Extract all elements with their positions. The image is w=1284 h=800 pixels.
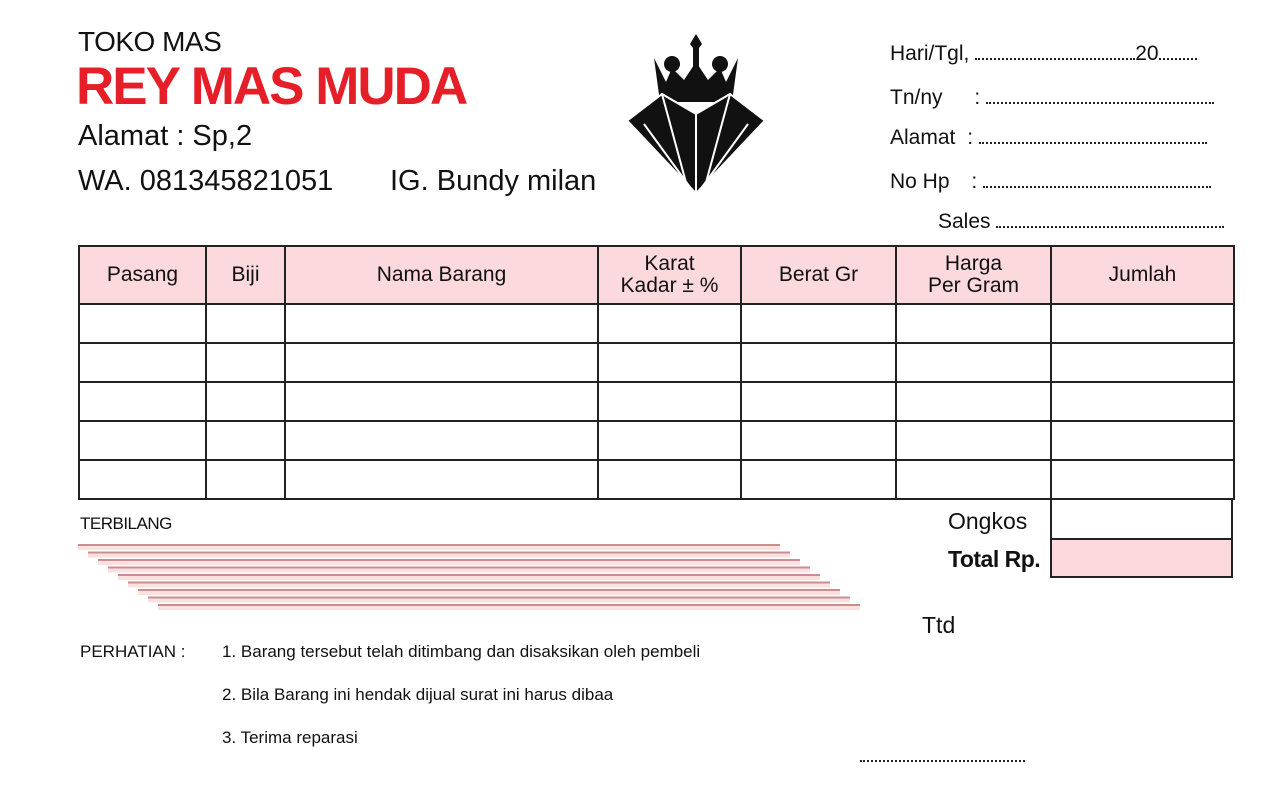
col-karat (598, 246, 741, 304)
total-label: Total Rp. (948, 546, 1041, 572)
table-cell[interactable] (1051, 382, 1234, 421)
table-cell[interactable] (598, 343, 741, 382)
crown-diamond-logo-icon (626, 32, 766, 196)
table-row (79, 382, 1234, 421)
address-field[interactable] (890, 126, 1207, 150)
note-item: 3. Terima reparasi (222, 728, 358, 747)
col-harga-line2: Per Gram (927, 274, 1019, 297)
total-input[interactable] (1050, 538, 1233, 578)
col-harga-line1: Harga (944, 252, 1003, 275)
colon: : (967, 126, 974, 149)
table-cell[interactable] (741, 343, 896, 382)
table-cell[interactable] (79, 421, 206, 460)
table-cell[interactable] (206, 460, 285, 499)
terbilang-label: TERBILANG (80, 514, 172, 533)
table-cell[interactable] (285, 304, 598, 343)
table-row (79, 421, 1234, 460)
table-cell[interactable] (741, 460, 896, 499)
col-karat-line2: Kadar ± % (620, 274, 719, 297)
table-cell[interactable] (1051, 343, 1234, 382)
col-berat: Berat Gr (741, 246, 896, 304)
table-cell[interactable] (206, 343, 285, 382)
phone-field[interactable] (890, 170, 1211, 194)
table-cell[interactable] (598, 304, 741, 343)
customer-field[interactable] (890, 86, 1214, 110)
table-cell[interactable] (285, 421, 598, 460)
table-row (79, 343, 1234, 382)
table-cell[interactable] (1051, 304, 1234, 343)
customer-label: Tn/ny (890, 86, 943, 109)
col-nama-barang: Nama Barang (285, 246, 598, 304)
items-table (78, 245, 1235, 500)
note-item: 1. Barang tersebut telah ditimbang dan disaksikan oleh pembeli (222, 642, 701, 661)
table-cell[interactable] (598, 460, 741, 499)
table-cell[interactable] (896, 343, 1051, 382)
shop-name: REY MAS MUDA (76, 57, 467, 116)
ongkos-input[interactable] (1050, 498, 1233, 540)
col-harga (896, 246, 1051, 304)
table-cell[interactable] (285, 382, 598, 421)
col-jumlah: Jumlah (1051, 246, 1234, 304)
table-cell[interactable] (79, 382, 206, 421)
notes-label: PERHATIAN : (80, 642, 186, 661)
shop-type: TOKO MAS (78, 26, 222, 57)
signature-label: Ttd (922, 612, 956, 638)
col-pasang: Pasang (79, 246, 206, 304)
address-label: Alamat (890, 126, 956, 149)
table-cell[interactable] (79, 304, 206, 343)
col-biji: Biji (206, 246, 285, 304)
ongkos-label: Ongkos (948, 508, 1028, 534)
table-cell[interactable] (896, 421, 1051, 460)
table-cell[interactable] (285, 460, 598, 499)
sales-field[interactable] (938, 210, 1224, 234)
sales-label: Sales (938, 210, 991, 233)
signature-line[interactable] (860, 752, 1025, 762)
date-label: Hari/Tgl, (890, 42, 970, 65)
table-cell[interactable] (598, 421, 741, 460)
phone-label: No Hp (890, 170, 950, 193)
table-cell[interactable] (79, 343, 206, 382)
table-cell[interactable] (741, 382, 896, 421)
date-field[interactable] (890, 42, 1197, 66)
table-cell[interactable] (206, 382, 285, 421)
table-cell[interactable] (598, 382, 741, 421)
terbilang-lines[interactable] (76, 540, 866, 612)
table-cell[interactable] (741, 421, 896, 460)
shop-address: Alamat : Sp,2 (78, 120, 253, 152)
table-row (79, 304, 1234, 343)
table-cell[interactable] (206, 304, 285, 343)
table-row (79, 460, 1234, 499)
table-cell[interactable] (285, 343, 598, 382)
table-cell[interactable] (896, 460, 1051, 499)
table-cell[interactable] (206, 421, 285, 460)
shop-whatsapp: WA. 081345821051 (78, 165, 334, 197)
note-item: 2. Bila Barang ini hendak dijual surat ini harus dibaa (222, 685, 614, 704)
table-cell[interactable] (896, 382, 1051, 421)
table-header-row (79, 246, 1234, 304)
col-karat-line1: Karat (644, 252, 695, 275)
date-suffix: 20 (1135, 42, 1159, 65)
table-cell[interactable] (1051, 460, 1234, 499)
table-cell[interactable] (1051, 421, 1234, 460)
colon: : (974, 86, 981, 109)
shop-instagram: IG. Bundy milan (390, 165, 597, 197)
table-cell[interactable] (79, 460, 206, 499)
table-cell[interactable] (896, 304, 1051, 343)
table-cell[interactable] (741, 304, 896, 343)
colon: : (971, 170, 978, 193)
